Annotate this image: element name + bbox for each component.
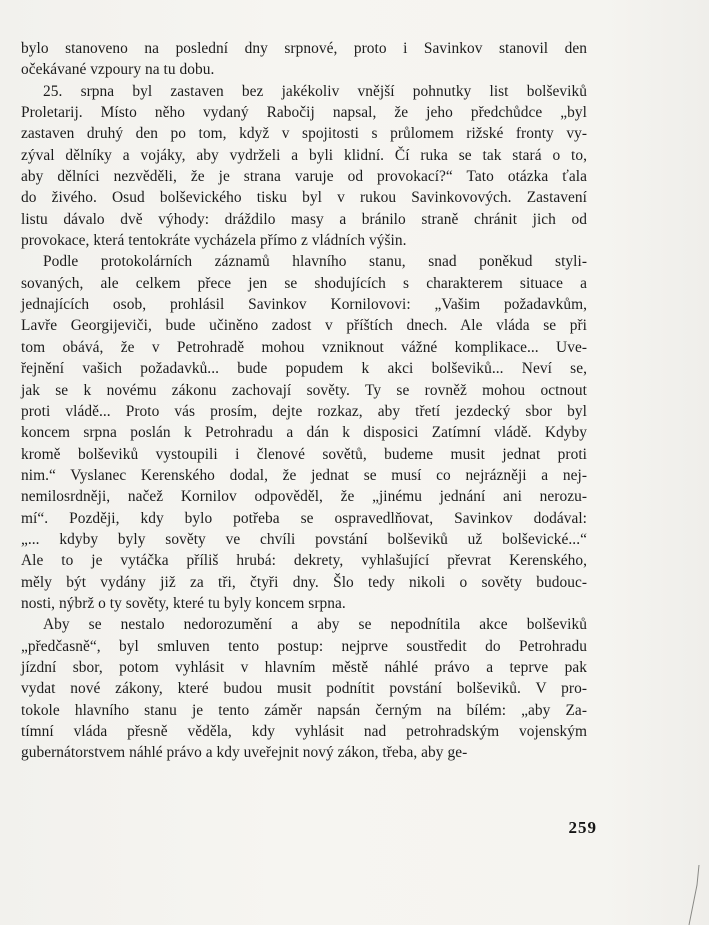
page-number: 259 bbox=[568, 818, 597, 837]
body-text bbox=[21, 38, 587, 764]
text-line: do živého. Osud bolševického tisku byl v rukou Savinkovových. Zastavení bbox=[21, 189, 587, 207]
text-line: nim.“ Vyslanec Kerenského dodal, že jednat se musí co nejrázněji a nej- bbox=[21, 466, 587, 484]
paragraph bbox=[21, 38, 587, 81]
paragraph bbox=[21, 81, 587, 252]
text-line: 25. srpna byl zastaven bez jakékoliv vnější pohnutky list bolševiků bbox=[43, 82, 587, 100]
text-line: listu dávalo dvě výhody: dráždilo masy a bránilo straně chránit jich od bbox=[21, 210, 587, 228]
text-line: tímní vláda přesně věděla, kdy vyhlásit nad petrohradským vojenským bbox=[21, 723, 587, 740]
text-line: jak se k novému zákonu zachovají sověty. Ty se rovněž mohou octnout bbox=[21, 381, 587, 399]
text-line: měly být vydány již za tři, čtyři dny. Šlo tedy nikoli o sověty budouc- bbox=[21, 573, 587, 591]
text-line: provokace, která tentokráte vycházela přímo z vládních výšin. bbox=[21, 232, 407, 250]
text-line: „předčasně“, byl smluven tento postup: nejprve soustředit do Petrohradu bbox=[21, 637, 587, 655]
text-line: Aby se nestalo nedorozumění a aby se nepodnítila akce bolševiků bbox=[43, 616, 587, 634]
text-line: „... kdyby byly sověty ve chvíli povstání bolševiků už bolševické...“ bbox=[21, 530, 587, 548]
paragraph bbox=[21, 614, 587, 763]
text-line: zýval dělníky a vojáky, aby vydrželi a byli klidní. Čí ruka se tak stará o to, bbox=[21, 146, 587, 164]
text-line: vydat nové zákony, které budou musit podnítit povstání bolševiků. V pro- bbox=[21, 680, 587, 698]
text-line: jednajících osob, prohlásil Savinkov Kornilovovi: „Vašim požadavkům, bbox=[21, 296, 587, 314]
text-line: nosti, nýbrž o ty sověty, které tu byly koncem srpna. bbox=[21, 594, 346, 612]
text-line: kromě bolševiků vystoupili i členové sovětů, budeme musit jednat proti bbox=[21, 445, 587, 463]
text-line: Ale to je vytáčka příliš hrubá: dekrety, vyhlašující převrat Kerenského, bbox=[21, 552, 587, 570]
text-line: gubernátorstvem náhlé právo a kdy uveřejnit nový zákon, třeba, aby ge- bbox=[21, 744, 468, 762]
text-line: bylo stanoveno na poslední dny srpnové, proto i Savinkov stanovil den bbox=[21, 40, 587, 57]
text-line: koncem srpna poslán k Petrohradu a dán k disposici Zatímní vládě. Kdyby bbox=[21, 424, 587, 442]
text-line: Proletarij. Místo něho vydaný Rabočij napsal, že jeho předchůdce „byl bbox=[21, 104, 587, 122]
text-line: mí“. Později, kdy bylo potřeba se ospravedlňovat, Savinkov dodával: bbox=[21, 509, 587, 527]
text-line: tom obává, že v Petrohradě mohou vzniknout vážné komplikace... Uve- bbox=[21, 338, 587, 356]
text-line: řejnění vašich požadavků... bude popudem k akci bolševiků... Neví se, bbox=[21, 360, 587, 378]
text-line: jízdní sbor, potom vyhlásit v hlavním městě náhlé právo a teprve pak bbox=[21, 658, 587, 676]
text-line: Lavře Georgijeviči, bude učiněno zadost v příštích dnech. Ale vláda se při bbox=[21, 317, 587, 335]
page-edge-mark bbox=[687, 865, 701, 925]
paragraph bbox=[21, 251, 587, 614]
text-line: aby dělníci nezvěděli, že je strana varuje od provokací?“ Tato otázka ťala bbox=[21, 168, 587, 186]
text-line: proti vládě... Proto vás prosím, dejte rozkaz, aby třetí jezdecký sbor byl bbox=[21, 402, 587, 420]
text-line: nemilosrdněji, načež Kornilov odpověděl, že „jinému jednání ani nerozu- bbox=[21, 488, 587, 506]
text-line: sovaných, ale celkem přece jen se shodujících s charakterem situace a bbox=[21, 274, 587, 292]
text-line: Podle protokolárních záznamů hlavního stanu, snad poněkud styli- bbox=[43, 253, 587, 271]
text-line: tokole hlavního stanu je tento záměr napsán černým na bílém: „aby Za- bbox=[21, 701, 587, 719]
text-line: očekávané vzpoury na tu dobu. bbox=[21, 61, 215, 79]
text-line: zastaven druhý den po tom, když v spojitosti s průlomem rižské fronty vy- bbox=[21, 125, 587, 143]
